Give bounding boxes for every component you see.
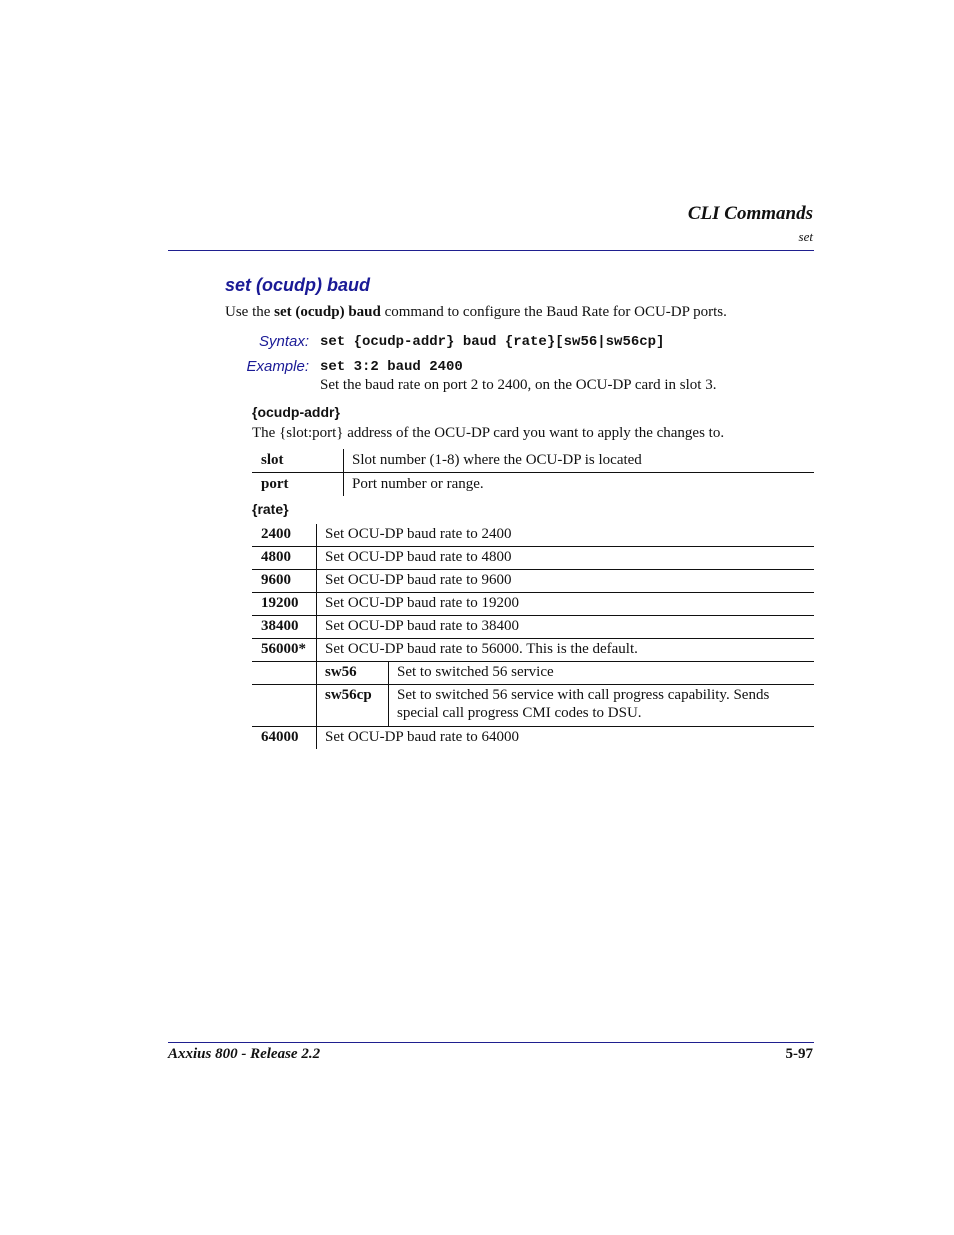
rate-value: Set OCU-DP baud rate to 64000	[325, 729, 520, 745]
rate-key: 56000*	[252, 639, 317, 662]
rate-key: 2400	[252, 524, 317, 547]
example-code: set 3:2 baud 2400	[320, 359, 463, 375]
rate-table	[252, 524, 814, 749]
param-value: Port number or range.	[352, 476, 484, 492]
intro-paragraph	[225, 304, 727, 321]
page-number: 5-97	[785, 1046, 813, 1062]
section-title: set (ocudp) baud	[225, 275, 370, 295]
rate-value: Set OCU-DP baud rate to 19200	[317, 593, 815, 616]
rate-value: Set OCU-DP baud rate to 9600	[317, 570, 815, 593]
option-key: sw56	[317, 662, 389, 685]
table-row	[252, 524, 814, 547]
table-row	[252, 662, 814, 685]
rate-key: 4800	[252, 547, 317, 570]
param-key: slot	[252, 449, 344, 473]
rate-value: Set OCU-DP baud rate to 2400	[317, 524, 815, 547]
rate-key: 19200	[252, 593, 317, 616]
syntax-label: Syntax:	[258, 333, 309, 350]
footer-rule	[168, 1042, 814, 1043]
running-header-title: CLI Commands	[687, 203, 813, 224]
table-row	[252, 593, 814, 616]
table-row	[252, 547, 814, 570]
option-key: sw56cp	[317, 685, 389, 727]
table-row	[252, 727, 814, 750]
example-label: Example:	[246, 358, 309, 375]
option-value: Set to switched 56 service with call progress capability. Sends special call progress CMI codes to DSU.	[389, 685, 815, 727]
rate-heading: {rate}	[252, 501, 289, 517]
rate-key-empty	[252, 685, 317, 727]
example-description: Set the baud rate on port 2 to 2400, on the OCU-DP card in slot 3.	[320, 377, 717, 393]
rate-key: 9600	[252, 570, 317, 593]
header-rule	[168, 250, 814, 251]
table-row	[252, 685, 814, 727]
intro-text-end: command to configure the Baud Rate for OCU-DP ports.	[380, 304, 727, 320]
table-row	[252, 449, 814, 473]
rate-value: Set OCU-DP baud rate to 38400	[317, 616, 815, 639]
ocudp-addr-table	[252, 449, 814, 496]
ocudp-addr-heading: {ocudp-addr}	[252, 404, 340, 420]
footer-product: Axxius 800 - Release 2.2	[168, 1046, 321, 1062]
table-row	[252, 473, 814, 497]
intro-text: Use the	[225, 304, 275, 320]
option-value: Set to switched 56 service	[389, 662, 815, 685]
ocudp-addr-description: The {slot:port} address of the OCU-DP card you want to apply the changes to.	[252, 425, 725, 441]
param-value: Slot number (1-8) where the OCU-DP is located	[344, 449, 815, 473]
syntax-code: set {ocudp-addr} baud {rate}[sw56|sw56cp]	[320, 334, 665, 350]
table-row	[252, 616, 814, 639]
rate-key-empty	[252, 662, 317, 685]
table-row	[252, 570, 814, 593]
intro-command: set (ocudp) baud	[274, 304, 381, 320]
table-row	[252, 639, 814, 662]
running-header-subtitle: set	[798, 229, 813, 244]
rate-key: 38400	[252, 616, 317, 639]
param-key: port	[252, 473, 344, 497]
rate-value: Set OCU-DP baud rate to 4800	[317, 547, 815, 570]
rate-value: Set OCU-DP baud rate to 56000. This is the default.	[317, 639, 815, 662]
rate-key: 64000	[252, 727, 317, 750]
